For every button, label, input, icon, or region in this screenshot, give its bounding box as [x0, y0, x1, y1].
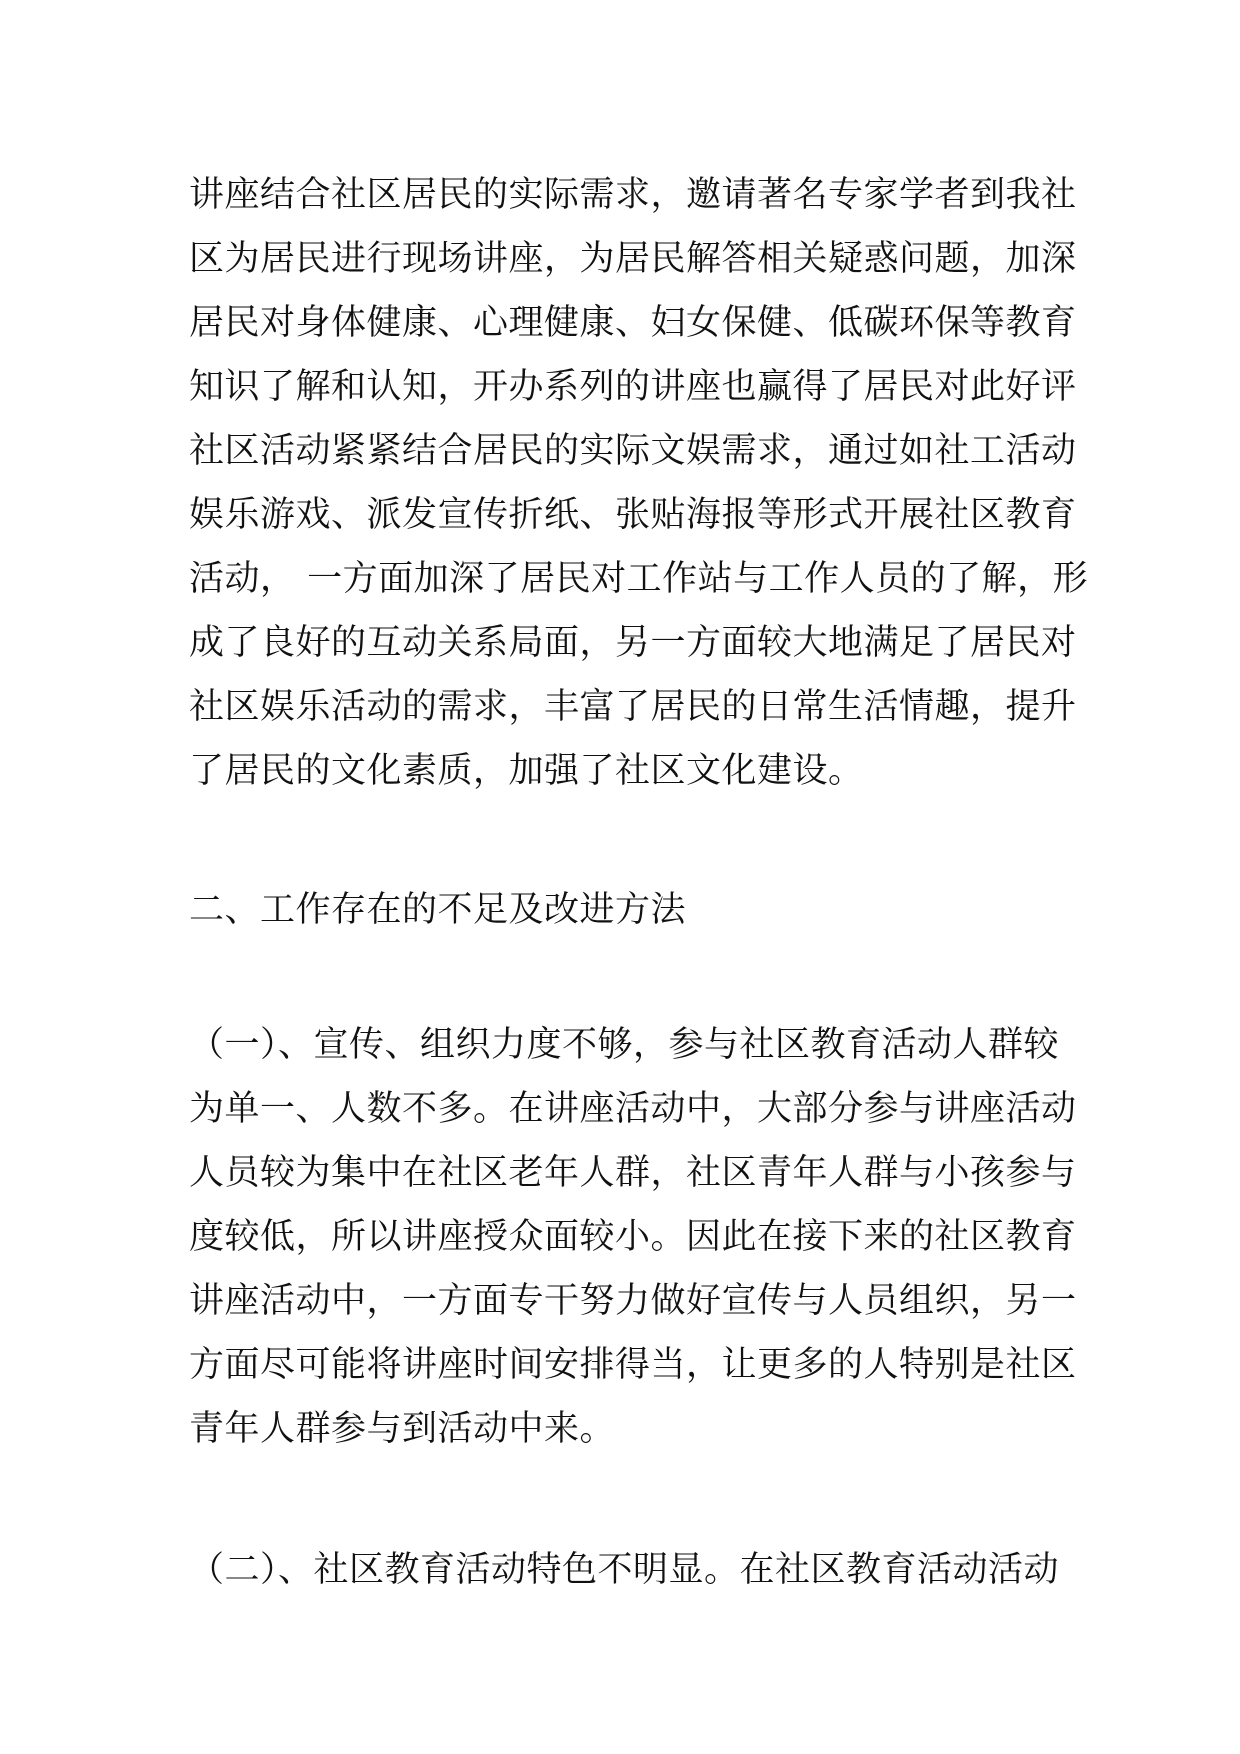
- text-line: （一）、宣传、组织力度不够，参与社区教育活动人群较: [189, 1025, 1060, 1065]
- text-line: （二）、社区教育活动特色不明显。在社区教育活动活动: [189, 1550, 1060, 1590]
- text-line: 娱乐游戏、派发宣传折纸、张贴海报等形式开展社区教育: [189, 495, 1077, 535]
- text-line: 区为居民进行现场讲座，为居民解答相关疑惑问题，加深: [189, 239, 1077, 279]
- section-heading-text: 二、工作存在的不足及改进方法: [189, 890, 687, 930]
- paragraph-community-activities: [189, 163, 1089, 803]
- text-line: 社区娱乐活动的需求，丰富了居民的日常生活情趣，提升: [189, 687, 1077, 727]
- section-heading: [189, 878, 1069, 942]
- text-line: 为单一、人数不多。在讲座活动中，大部分参与讲座活动: [189, 1089, 1077, 1129]
- text-line: 讲座结合社区居民的实际需求，邀请著名专家学者到我社: [189, 175, 1077, 215]
- text-line: 了居民的文化素质，加强了社区文化建设。: [189, 751, 864, 791]
- text-line: 讲座活动中，一方面专干努力做好宣传与人员组织，另一: [189, 1281, 1077, 1321]
- text-line: 知识了解和认知，开办系列的讲座也赢得了居民对此好评: [189, 367, 1077, 407]
- paragraph-shortcoming-2: [189, 1538, 1069, 1602]
- text-line: 活动， 一方面加深了居民对工作站与工作人员的了解，形: [189, 559, 1089, 599]
- text-line: 社区活动紧紧结合居民的实际文娱需求，通过如社工活动: [189, 431, 1077, 471]
- text-line: 方面尽可能将讲座时间安排得当，让更多的人特别是社区: [189, 1345, 1077, 1385]
- text-line: 度较低，所以讲座授众面较小。因此在接下来的社区教育: [189, 1217, 1077, 1257]
- text-line: 成了良好的互动关系局面，另一方面较大地满足了居民对: [189, 623, 1077, 663]
- paragraph-shortcoming-1: [189, 1013, 1077, 1461]
- text-line: 居民对身体健康、心理健康、妇女保健、低碳环保等教育: [189, 303, 1077, 343]
- text-line: 人员较为集中在社区老年人群，社区青年人群与小孩参与: [189, 1153, 1077, 1193]
- text-line: 青年人群参与到活动中来。: [189, 1409, 616, 1449]
